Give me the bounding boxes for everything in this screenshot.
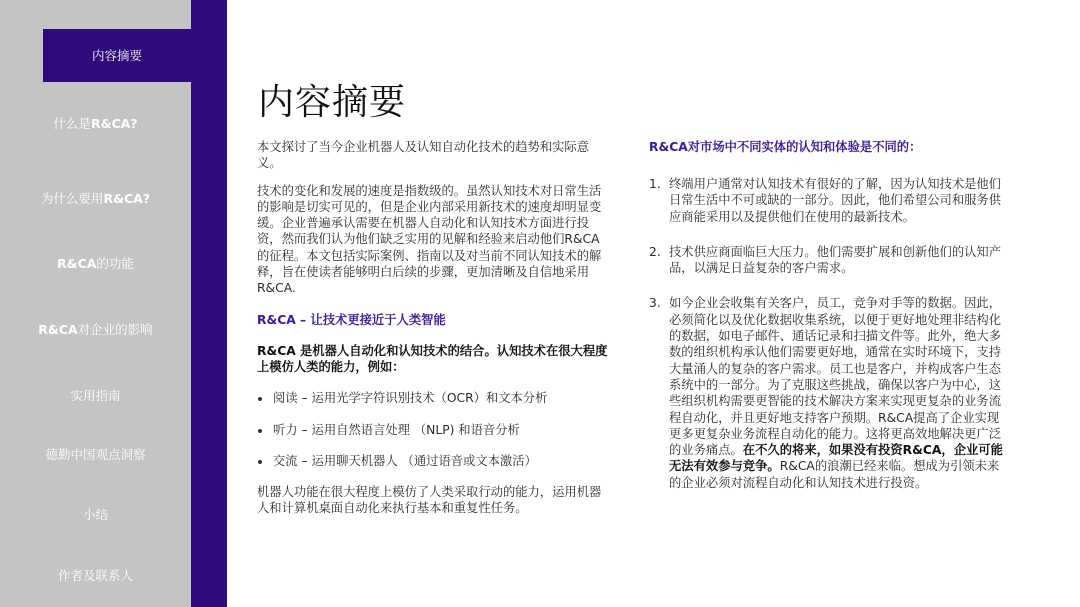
section-subheading: R&CA – 让技术更接近于人类智能 xyxy=(257,312,446,327)
item-number: 2. xyxy=(649,244,661,259)
body-paragraph: 技术的变化和发展的速度是指数级的。虽然认知技术对日常生活的影响是切实可见的，但是企业内部采用新技术的速度却明显变缓。企业普遍承认需要在机器人自动化和认知技术方面进行投资，然而我们认为他们缺乏实用的见解和经验来启动他们R&CA的征程。本文包括实际案例、指南以及对当前不同认知技术的解释，旨在使读者能够明白后续的步骤，更加清晰及自信地采用R&CA. xyxy=(257,183,602,296)
sidebar-item-label: 什么是 xyxy=(53,116,91,131)
sidebar-item-label: 内容摘要 xyxy=(91,48,142,63)
sidebar-item-practical-guide[interactable] xyxy=(0,388,191,404)
sidebar-item-authors-contacts[interactable] xyxy=(0,568,191,584)
sidebar-item-summary[interactable] xyxy=(43,29,191,82)
sidebar-item-label-bold: R&CA xyxy=(38,322,78,337)
numbered-item xyxy=(649,176,1005,225)
sidebar-item-deloitte-insights[interactable] xyxy=(0,447,191,463)
sidebar-item-label-bold: R&CA? xyxy=(103,191,151,206)
bullet-item: 交流 – 运用聊天机器人 （通过语音或文本激活） xyxy=(257,453,609,469)
item-number: 1. xyxy=(649,177,661,191)
sidebar-item-conclusion[interactable] xyxy=(0,507,191,523)
sidebar-item-label: 作者及联系人 xyxy=(57,568,133,583)
sidebar-item-label-bold: R&CA xyxy=(57,256,97,271)
numbered-item xyxy=(649,244,1005,277)
numbered-item xyxy=(649,295,1005,491)
item-text: 如今企业会收集有关客户，员工，竞争对手等的数据。因此，必须简化以及优化数据收集系统，以便于更好地处理非结构化的数据，如电子邮件、通话记录和扫描文件等。此外，绝大多数的组织机构承认他们需要更好地，通常在实时环境下，支持大量涌人的复杂的客户需求。员工也是客户，并构成客户生态系统中的一部分。为了克服这些挑战，确保以客户为中心，这些组织机构需要更智能的技术解决方案来实现更复杂的业务流程自动化，并且更好地支持客户预期。R&CA提高了企业实现更多更复杂业务流程自动化的能力。这将更高效地解决更广泛的业务痛点。 xyxy=(669,296,1002,458)
sidebar-accent-strip xyxy=(191,0,227,607)
bullet-item: 阅读 – 运用光学字符识别技术（OCR）和文本分析 xyxy=(257,390,609,406)
item-text: 终端用户通常对认知技术有很好的了解，因为认知技术是他们日常生活中不可或缺的一部分。因此，他们希望公司和服务供应商能采用以及提供他们在使用的最新技术。 xyxy=(669,177,1002,224)
sidebar-item-label: 实用指南 xyxy=(70,388,121,403)
bullet-item: 听力 – 运用自然语言处理 （NLP) 和语音分析 xyxy=(257,422,609,438)
right-column xyxy=(649,139,1005,491)
left-column xyxy=(257,139,609,517)
definition-paragraph: R&CA 是机器人自动化和认知技术的结合。认知技术在很大程度上模仿人类的能力，例如： xyxy=(257,343,608,374)
page-title: 内容摘要 xyxy=(258,82,407,123)
item-number: 3. xyxy=(649,296,661,311)
sidebar-item-rca-functions[interactable] xyxy=(0,256,191,272)
item-text: 技术供应商面临巨大压力。他们需要扩展和创新他们的认知产品，以满足日益复杂的客户需求。 xyxy=(669,244,1002,276)
sidebar-item-what-is-rca[interactable] xyxy=(0,116,191,132)
item-text-bold: 在不久的将来，如果没有投资R&CA，企业可能无法有效参与竞争。 xyxy=(669,443,1003,474)
right-heading: R&CA对市场中不同实体的认知和体验是不同的： xyxy=(649,140,922,154)
sidebar-item-label: 对企业的影响 xyxy=(77,322,153,337)
closing-paragraph: 机器人功能在很大程度上模仿了人类采取行动的能力，运用机器人和计算机桌面自动化来执行基本和重复性任务。 xyxy=(257,485,602,516)
sidebar-item-why-rca[interactable] xyxy=(0,191,191,207)
sidebar-item-label: 为什么要用 xyxy=(40,191,104,206)
sidebar-item-label: 德勤中国观点洞察 xyxy=(45,447,146,462)
item-text: R&CA的浪潮已经来临。想成为引领未来的企业必须对流程自动化和认知技术进行投资。 xyxy=(669,459,1000,490)
sidebar-item-label-bold: R&CA? xyxy=(90,116,138,131)
intro-paragraph: 本文探讨了当今企业机器人及认知自动化技术的趋势和实际意义。 xyxy=(257,140,590,171)
sidebar-item-rca-impact[interactable] xyxy=(0,322,191,338)
sidebar-item-label: 的功能 xyxy=(96,256,134,271)
sidebar-item-label: 小结 xyxy=(82,507,108,522)
